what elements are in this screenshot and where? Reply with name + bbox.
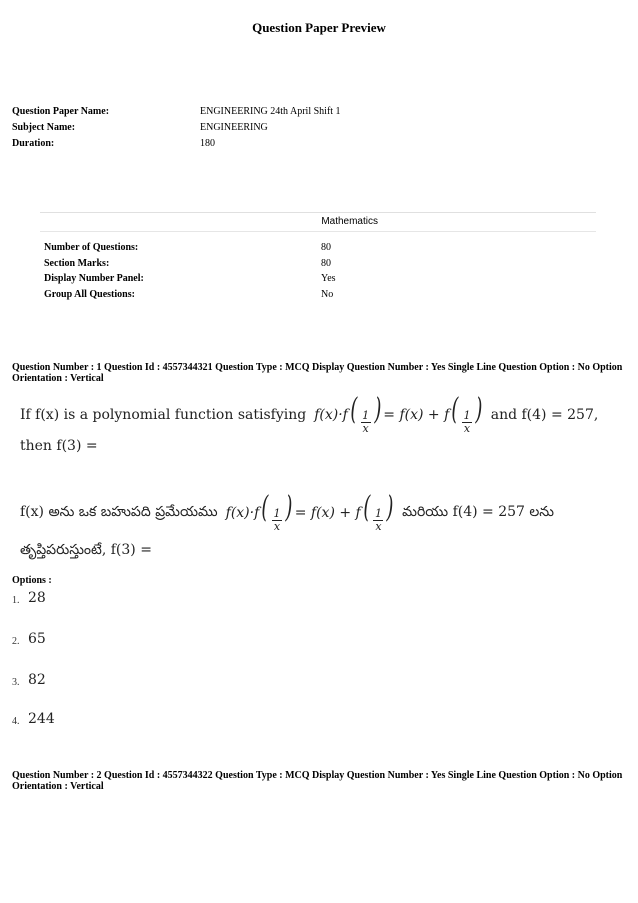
subject-name-row bbox=[12, 120, 341, 136]
question-2-header: Question Number : 2 Question Id : 4557344322 Question Type : MCQ Display Question Number : Yes Single Line Question Option : No Option Orientation : Vertical bbox=[12, 770, 623, 792]
question-1-telugu-line1 bbox=[20, 492, 554, 534]
subject-name-label: Subject Name: bbox=[12, 122, 76, 133]
question-1-en-suffix: and f(4) = 257, bbox=[490, 407, 599, 423]
question-1-english-line1 bbox=[20, 394, 598, 436]
question-1-en-prefix: If f(x) is a polynomial function satisfying bbox=[20, 407, 307, 423]
functional-equation: f(x)·f( $\frac{1}{x}$ ) = f(x) + f( $\frac{1}{x}$ ) bbox=[314, 392, 483, 435]
section-name: Mathematics bbox=[40, 212, 596, 232]
section-row bbox=[40, 287, 596, 303]
option-number: 4. bbox=[12, 716, 20, 727]
question-1-telugu-line2: తృప్తిపరుస్తుంటే, f(3) = bbox=[20, 542, 152, 558]
section-row bbox=[40, 240, 596, 256]
options-label: Options : bbox=[12, 575, 52, 586]
question-1-header: Question Number : 1 Question Id : 4557344321 Question Type : MCQ Display Question Number : Yes Single Line Question Option : No Option Orientation : Vertical bbox=[12, 362, 623, 384]
paper-name-row bbox=[12, 104, 341, 120]
question-1-te-prefix: f(x) అను ఒక బహుపది ప్రమేయము bbox=[20, 503, 218, 520]
duration-label: Duration: bbox=[12, 138, 55, 149]
option-1[interactable] bbox=[12, 590, 46, 606]
question-1-te-suffix: మరియు f(4) = 257 లను bbox=[402, 503, 554, 520]
section-row bbox=[40, 256, 596, 272]
duration-row bbox=[12, 136, 341, 152]
duration-value: 180 bbox=[200, 138, 215, 149]
option-value: 65 bbox=[28, 631, 46, 647]
section-summary bbox=[40, 212, 596, 302]
functional-equation-telugu: f(x)·f( $\frac{1}{x}$ ) = f(x) + f( $\frac{1}{x}$ ) bbox=[225, 490, 394, 533]
paper-info bbox=[12, 104, 341, 152]
option-value: 28 bbox=[28, 590, 46, 606]
subject-name-value: ENGINEERING bbox=[200, 122, 268, 133]
option-number: 2. bbox=[12, 636, 20, 647]
paper-name-value: ENGINEERING 24th April Shift 1 bbox=[200, 106, 341, 117]
section-row-value: No bbox=[321, 288, 334, 300]
option-number: 1. bbox=[12, 595, 20, 606]
paper-name-label: Question Paper Name: bbox=[12, 106, 110, 117]
section-row-value: Yes bbox=[321, 273, 336, 284]
section-row-value: 80 bbox=[321, 257, 331, 269]
section-row-label: Number of Questions: bbox=[44, 242, 139, 253]
option-2[interactable] bbox=[12, 631, 46, 647]
section-row-label: Display Number Panel: bbox=[44, 273, 144, 284]
section-row-value: 80 bbox=[321, 242, 331, 253]
option-3[interactable] bbox=[12, 672, 46, 688]
option-number: 3. bbox=[12, 677, 20, 688]
question-1-english-line2: then f(3) = bbox=[20, 438, 98, 454]
section-row bbox=[40, 271, 596, 287]
option-value: 244 bbox=[28, 711, 55, 727]
section-row-label: Group All Questions: bbox=[44, 288, 135, 300]
page-title: Question Paper Preview bbox=[252, 20, 386, 35]
option-4[interactable] bbox=[12, 711, 55, 727]
option-value: 82 bbox=[28, 672, 46, 688]
section-row-label: Section Marks: bbox=[44, 257, 110, 269]
